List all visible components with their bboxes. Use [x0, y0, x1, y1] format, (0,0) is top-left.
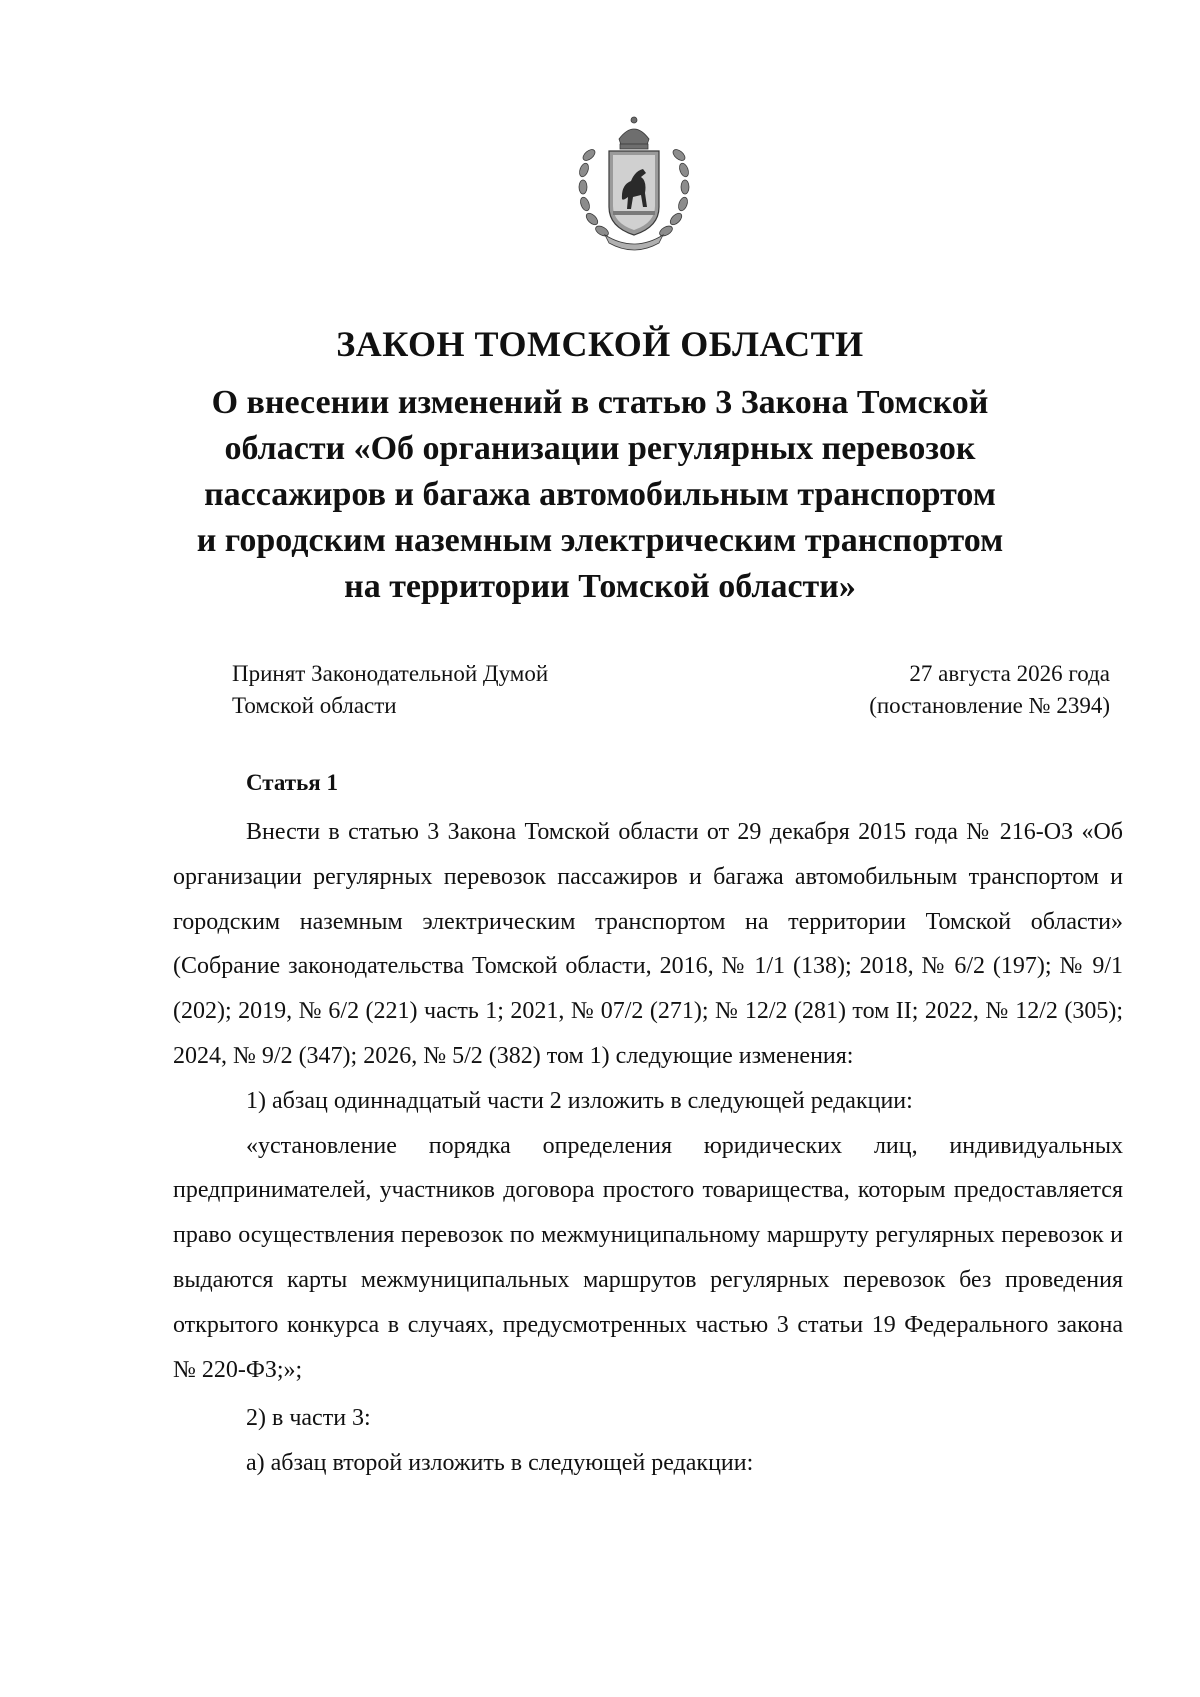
adoption-date-block	[869, 658, 1110, 722]
adopted-by-block	[232, 658, 548, 722]
law-subtitle-line: О внесении изменений в статью 3 Закона Томской	[211, 384, 989, 421]
adopted-by-line: Томской области	[232, 693, 397, 718]
article-body	[173, 810, 1123, 1486]
adopted-by-line: Принят Законодательной Думой	[232, 661, 549, 686]
law-subtitle-line: пассажиров и багажа автомобильным транспортом	[204, 476, 996, 513]
article-heading: Статья 1	[246, 770, 338, 795]
law-subtitle-line: и городским наземным электрическим транспортом	[196, 522, 1004, 559]
law-title: ЗАКОН ТОМСКОЙ ОБЛАСТИ	[336, 324, 864, 364]
list-item: 1) абзац одиннадцатый части 2 изложить в следующей редакции:	[246, 1087, 913, 1114]
law-subtitle-line: на территории Томской области»	[344, 568, 856, 605]
list-item: 2) в части 3:	[246, 1405, 371, 1432]
law-subtitle	[170, 380, 1030, 610]
resolution-number: (постановление № 2394)	[869, 693, 1110, 718]
coat-of-arms-icon	[575, 115, 693, 255]
paragraph: «установление порядка определения юридических лиц, индивидуальных предпринимателей, участников договора простого товарищества, которым предоставляется право осуществления перевозок по межмуниципальному маршруту регулярных перевозок и выдаются карты межмуниципальных маршрутов регулярных перевозок без проведения открытого конкурса в случаях, предусмотренных частью 3 статьи 19 Федерального закона № 220-ФЗ;»;	[173, 1132, 1123, 1383]
paragraph: Внести в статью 3 Закона Томской области от 29 декабря 2015 года № 216-ОЗ «Об организации регулярных перевозок пассажиров и багажа автомобильным транспортом и городским наземным электрическим транспортом на территории Томской области» (Собрание законодательства Томской области, 2016, № 1/1 (138); 2018, № 6/2 (197); № 9/1 (202); 2019, № 6/2 (221) часть 1; 2021, № 07/2 (271); № 12/2 (281) том II; 2022, № 12/2 (305); 2024, № 9/2 (347); 2026, № 5/2 (382) том 1) следующие изменения:	[173, 819, 1123, 1069]
list-item: а) абзац второй изложить в следующей редакции:	[246, 1450, 754, 1477]
law-subtitle-line: области «Об организации регулярных перевозок	[224, 430, 976, 467]
adoption-date: 27 августа 2026 года	[909, 661, 1110, 686]
